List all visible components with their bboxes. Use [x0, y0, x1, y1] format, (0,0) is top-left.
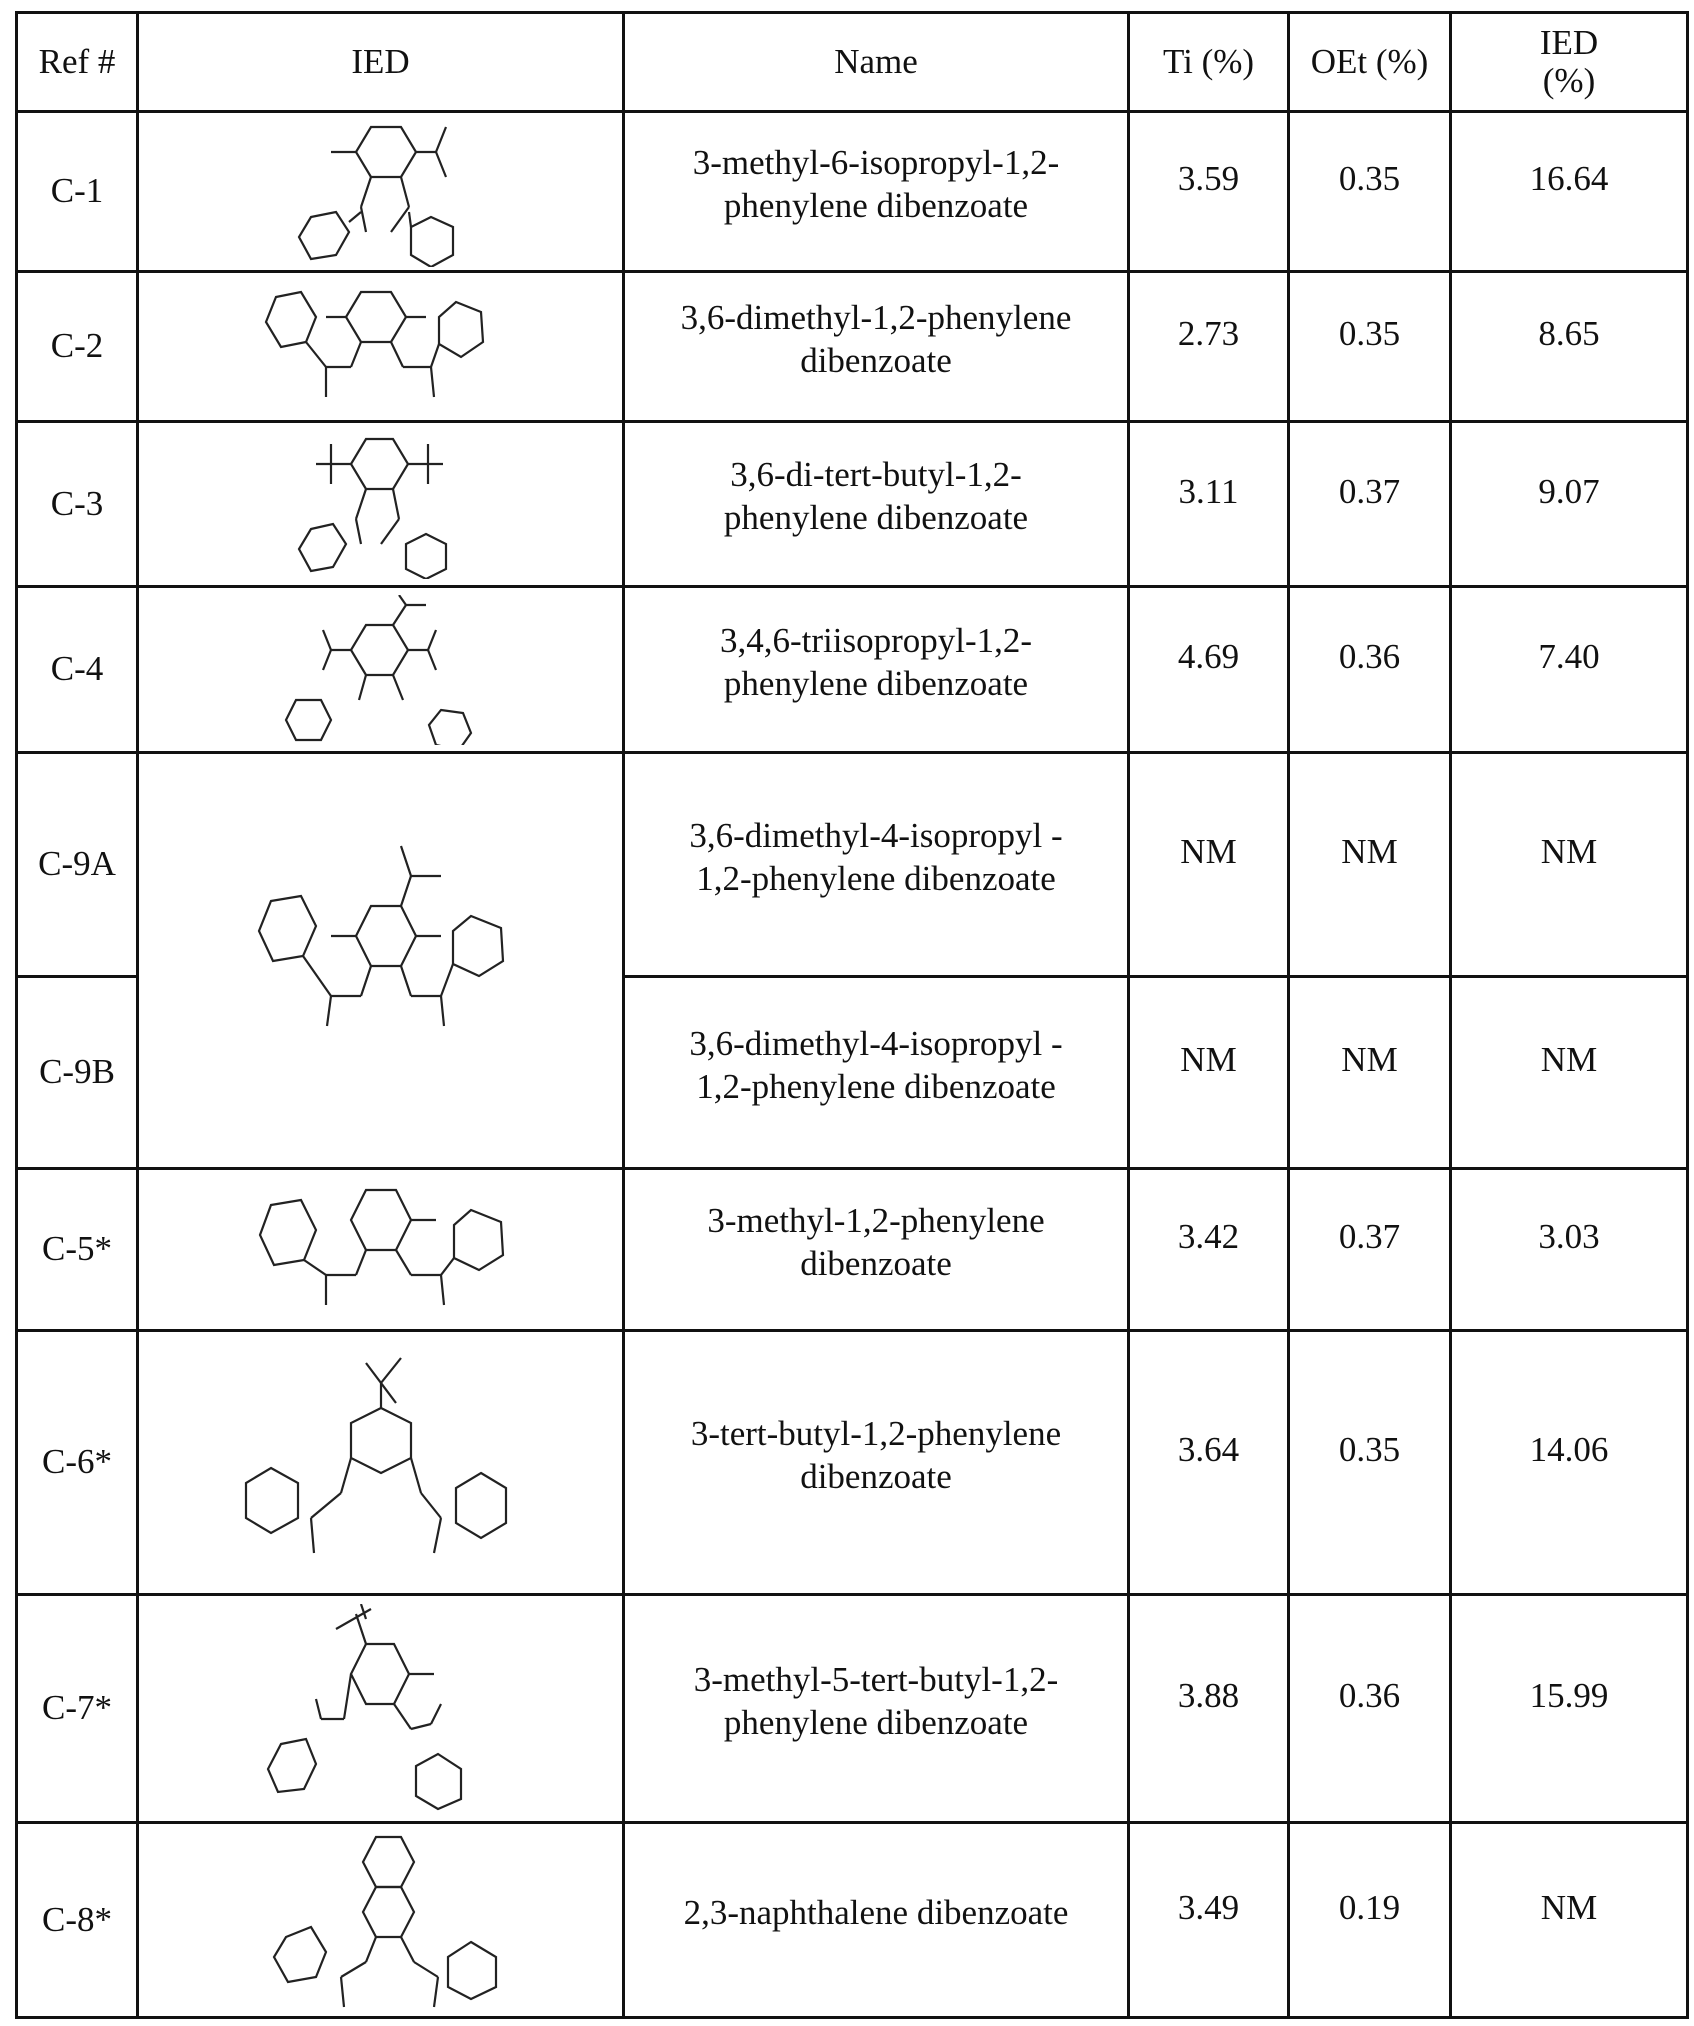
- ti-value: 3.59: [1177, 159, 1240, 199]
- cell-ref: [18, 1596, 136, 1821]
- compound-name-line2: dibenzoate: [800, 1243, 952, 1283]
- cell-ti: [1130, 1824, 1287, 2016]
- ti-value: 3.88: [1177, 1676, 1240, 1716]
- oet-value: 0.35: [1338, 314, 1401, 354]
- molecule-icon: [231, 595, 531, 745]
- cell-ti: [1130, 273, 1287, 420]
- cell-ref: [18, 113, 136, 270]
- header-ref: [18, 14, 136, 110]
- compound-name: [724, 454, 1028, 539]
- molecule-structure-c3: [139, 423, 622, 585]
- compound-name: [689, 815, 1062, 900]
- molecule-icon: [216, 1180, 546, 1320]
- molecule-icon: [221, 836, 541, 1086]
- ref-label: C-8*: [42, 1899, 112, 1939]
- cell-name: [625, 273, 1127, 420]
- cell-ref: [18, 978, 136, 1167]
- ied-pct-value: 14.06: [1529, 1430, 1609, 1470]
- molecule-structure-c9: [139, 754, 622, 1167]
- compound-name-line2: 1,2-phenylene dibenzoate: [696, 1066, 1056, 1106]
- compound-name-line1: 3-tert-butyl-1,2-phenylene: [690, 1413, 1062, 1453]
- compound-name-line1: 3-methyl-6-isopropyl-1,2-: [692, 142, 1060, 182]
- cell-ref: [18, 1332, 136, 1593]
- oet-value: 0.36: [1338, 1676, 1401, 1716]
- header-ied-pct-line2: (%): [1542, 61, 1596, 100]
- header-oet: [1290, 14, 1449, 110]
- molecule-structure-c7: [139, 1596, 622, 1821]
- cell-ti: [1130, 1596, 1287, 1821]
- cell-ref: [18, 1824, 136, 2016]
- cell-ref: [18, 273, 136, 420]
- cell-ied-pct: [1452, 1824, 1686, 2016]
- cell-oet: [1290, 1332, 1449, 1593]
- cell-name: [625, 1824, 1127, 2016]
- cell-oet: [1290, 1596, 1449, 1821]
- ref-label: C-9A: [38, 844, 116, 884]
- cell-name: [625, 113, 1127, 270]
- ref-label: C-5*: [42, 1229, 112, 1269]
- ti-value: 2.73: [1177, 314, 1240, 354]
- cell-ti: [1130, 1170, 1287, 1329]
- molecule-structure-c5: [139, 1170, 622, 1329]
- compound-name-line1: 3-methyl-1,2-phenylene: [707, 1200, 1045, 1240]
- molecule-structure-c2: [139, 273, 622, 420]
- compound-name-line1: 3,6-dimethyl-4-isopropyl -: [689, 815, 1063, 855]
- cell-ti: [1130, 423, 1287, 585]
- ref-label: C-7*: [42, 1688, 112, 1728]
- compound-name-line1: 3,4,6-triisopropyl-1,2-: [719, 620, 1033, 660]
- header-oet-label: OEt (%): [1310, 41, 1429, 81]
- cell-name: [625, 423, 1127, 585]
- cell-oet: [1290, 1170, 1449, 1329]
- cell-oet: [1290, 978, 1449, 1167]
- ied-pct-value: 16.64: [1529, 159, 1609, 199]
- cell-ti: [1130, 1332, 1287, 1593]
- molecule-icon: [216, 1827, 546, 2017]
- cell-ti: [1130, 978, 1287, 1167]
- ied-pct-value: 3.03: [1538, 1217, 1600, 1257]
- cell-ref: [18, 423, 136, 585]
- cell-ti: [1130, 754, 1287, 975]
- ref-label: C-6*: [42, 1442, 112, 1482]
- ref-label: C-3: [50, 483, 104, 523]
- ied-pct-value: 7.40: [1538, 637, 1600, 677]
- oet-value: 0.37: [1338, 1217, 1401, 1257]
- compound-name-line1: 3,6-dimethyl-4-isopropyl -: [689, 1023, 1063, 1063]
- ref-label: C-4: [50, 649, 104, 689]
- cell-ied-pct: [1452, 273, 1686, 420]
- cell-name: [625, 588, 1127, 751]
- ied-pct-value: 8.65: [1538, 314, 1600, 354]
- compound-name-line2: phenylene dibenzoate: [723, 185, 1029, 225]
- oet-value: NM: [1341, 1040, 1398, 1080]
- compound-name-line1: 2,3-naphthalene dibenzoate: [683, 1892, 1069, 1932]
- cell-ied-pct: [1452, 1170, 1686, 1329]
- compound-name-line2: dibenzoate: [800, 1456, 952, 1496]
- ti-value: 3.42: [1177, 1217, 1240, 1257]
- cell-oet: [1290, 1824, 1449, 2016]
- header-ti: [1130, 14, 1287, 110]
- header-ied: [139, 14, 622, 110]
- compound-name-line2: phenylene dibenzoate: [723, 1702, 1029, 1742]
- compound-name: [694, 1659, 1058, 1744]
- oet-value: 0.37: [1338, 471, 1401, 511]
- cell-name: [625, 754, 1127, 975]
- cell-ied-pct: [1452, 1332, 1686, 1593]
- header-ied-label: IED: [351, 41, 410, 81]
- header-ied-pct: [1452, 14, 1686, 110]
- molecule-icon: [216, 1604, 546, 1814]
- cell-name: [625, 1596, 1127, 1821]
- molecule-structure-c6: [139, 1332, 622, 1593]
- oet-value: 0.35: [1338, 159, 1401, 199]
- cell-oet: [1290, 423, 1449, 585]
- compound-name: [684, 1892, 1069, 1935]
- ti-value: 3.49: [1177, 1887, 1240, 1927]
- cell-ref: [18, 588, 136, 751]
- cell-oet: [1290, 588, 1449, 751]
- molecule-structure-c4: [139, 588, 622, 751]
- cell-ti: [1130, 113, 1287, 270]
- compound-name: [720, 620, 1032, 705]
- ref-label: C-9B: [39, 1052, 115, 1092]
- compound-name: [693, 142, 1059, 227]
- cell-ied-pct: [1452, 978, 1686, 1167]
- header-ied-pct-line1: IED: [1539, 22, 1599, 62]
- compound-name: [681, 297, 1072, 382]
- ied-pct-value: NM: [1540, 1040, 1598, 1080]
- compound-name-line1: 3-methyl-5-tert-butyl-1,2-: [693, 1659, 1059, 1699]
- header-name-label: Name: [834, 41, 918, 81]
- cell-ied-pct: [1452, 1596, 1686, 1821]
- ti-value: NM: [1180, 832, 1237, 872]
- cell-oet: [1290, 273, 1449, 420]
- molecule-structure-c1: [139, 113, 622, 270]
- molecule-icon: [231, 117, 531, 267]
- cell-oet: [1290, 754, 1449, 975]
- oet-value: 0.36: [1338, 637, 1401, 677]
- ref-label: C-2: [50, 326, 104, 366]
- cell-name: [625, 1332, 1127, 1593]
- oet-value: NM: [1341, 832, 1398, 872]
- molecule-icon: [216, 1348, 546, 1578]
- compound-name-line2: phenylene dibenzoate: [723, 498, 1029, 537]
- cell-ied-pct: [1452, 113, 1686, 270]
- molecule-icon: [231, 282, 531, 412]
- compound-name-line1: 3,6-dimethyl-1,2-phenylene: [680, 297, 1072, 337]
- ti-value: 3.64: [1177, 1430, 1240, 1470]
- cell-ref: [18, 754, 136, 975]
- compound-name-line2: 1,2-phenylene dibenzoate: [696, 858, 1056, 898]
- ied-pct-value: 15.99: [1529, 1676, 1609, 1716]
- cell-ied-pct: [1452, 754, 1686, 975]
- ti-value: 3.11: [1178, 471, 1239, 511]
- ied-pct-value: NM: [1540, 1887, 1598, 1927]
- header-ti-label: Ti (%): [1162, 41, 1255, 81]
- ied-pct-value: 9.07: [1538, 471, 1600, 511]
- cell-ied-pct: [1452, 423, 1686, 585]
- header-ref-label: Ref #: [38, 41, 116, 81]
- compound-name-line1: 3,6-di-tert-butyl-1,2-: [730, 455, 1022, 495]
- cell-name: [625, 1170, 1127, 1329]
- cell-oet: [1290, 113, 1449, 270]
- compound-name: [691, 1413, 1061, 1498]
- compound-name-line2: phenylene dibenzoate: [723, 663, 1029, 703]
- compound-name: [689, 1023, 1062, 1108]
- oet-value: 0.35: [1338, 1430, 1401, 1470]
- cell-ied-pct: [1452, 588, 1686, 751]
- compound-name-line2: dibenzoate: [800, 340, 952, 380]
- cell-ti: [1130, 588, 1287, 751]
- cell-ref: [18, 1170, 136, 1329]
- oet-value: 0.19: [1338, 1887, 1401, 1927]
- header-name: [625, 14, 1127, 110]
- ti-value: NM: [1180, 1040, 1237, 1080]
- ti-value: 4.69: [1177, 637, 1240, 677]
- cell-name: [625, 978, 1127, 1167]
- ref-label: C-1: [50, 171, 104, 211]
- molecule-icon: [231, 429, 531, 579]
- ied-pct-value: NM: [1540, 832, 1598, 872]
- compound-name: [707, 1200, 1044, 1285]
- molecule-structure-c8: [139, 1824, 622, 2019]
